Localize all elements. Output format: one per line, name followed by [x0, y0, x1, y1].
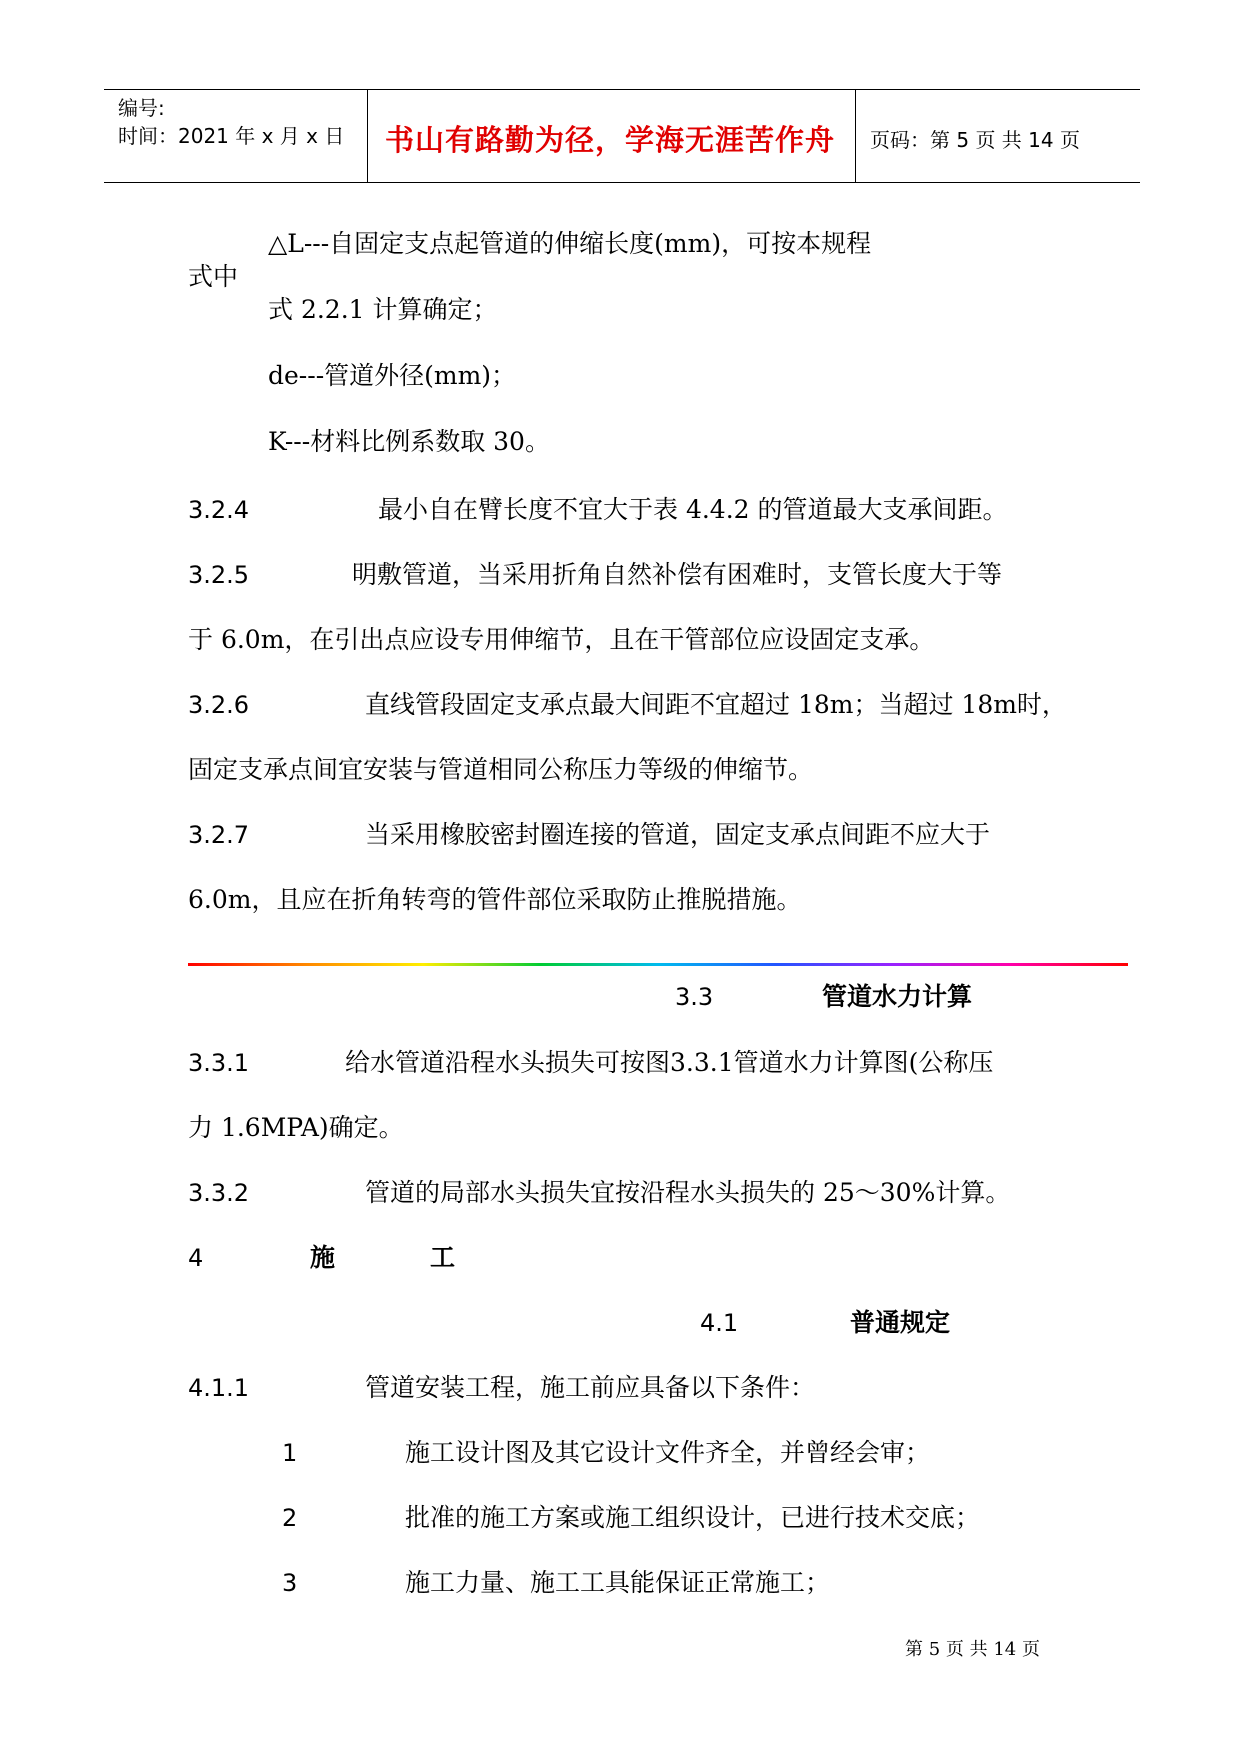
header-meta: [118, 94, 344, 150]
formula-note-de: de---管道外径(mm)；: [268, 361, 517, 390]
header-divider-right: [855, 90, 856, 183]
clause-text-continued: 6.0m，且应在折角转弯的管件部位采取防止推脱措施。: [188, 885, 802, 914]
clause-text-continued: 力 1.6MPA)确定。: [188, 1113, 404, 1142]
header-bottom-rule: [104, 182, 1140, 183]
chapter-title-part: 工: [430, 1243, 456, 1272]
list-item-text: 施工设计图及其它设计文件齐全，并曾经会审；: [405, 1438, 931, 1467]
header-divider-left: [367, 90, 368, 183]
section-title: 管道水力计算: [822, 982, 973, 1011]
clause-text: 明敷管道，当采用折角自然补偿有困难时，支管长度大于等: [352, 560, 1003, 589]
rainbow-divider: [188, 963, 1128, 966]
section-title: 普通规定: [850, 1308, 951, 1337]
header-page-label: 页码：第 5 页 共 14 页: [870, 128, 1080, 152]
header-code-label: 编号:: [118, 96, 165, 120]
list-item-text: 批准的施工方案或施工组织设计，已进行技术交底；: [405, 1503, 981, 1532]
clause-number: 3.2.7: [188, 821, 250, 849]
clause-number: 3.3.1: [188, 1049, 250, 1077]
clause-text: 当采用橡胶密封圈连接的管道，固定支承点间距不应大于: [365, 820, 991, 849]
page-footer: 第 5 页 共 14 页: [905, 1639, 1040, 1660]
list-item-number: 3: [282, 1569, 298, 1597]
formula-note-dl-1: △L---自固定支点起管道的伸缩长度(mm)，可按本规程: [268, 229, 872, 258]
formula-note-dl-2: 式 2.2.1 计算确定；: [268, 295, 498, 324]
header-top-rule: [104, 89, 1140, 90]
clause-text-continued: 于 6.0m，在引出点应设专用伸缩节，且在干管部位应设固定支承。: [188, 625, 935, 654]
clause-number: 3.2.5: [188, 561, 250, 589]
formula-prefix: 式中: [188, 262, 239, 291]
clause-text: 管道的局部水头损失宜按沿程水头损失的 25～30%计算。: [365, 1178, 1011, 1207]
section-number: 4.1: [700, 1309, 739, 1337]
clause-number: 4.1.1: [188, 1374, 250, 1402]
list-item-number: 2: [282, 1504, 298, 1532]
section-number: 3.3: [675, 983, 714, 1011]
clause-number: 3.3.2: [188, 1179, 250, 1207]
formula-note-k: K---材料比例系数取 30。: [268, 427, 550, 456]
clause-text: 直线管段固定支承点最大间距不宜超过 18m；当超过 18m时，: [365, 690, 1067, 719]
clause-text: 最小自在臂长度不宜大于表 4.4.2 的管道最大支承间距。: [378, 495, 1008, 524]
clause-text-continued: 固定支承点间宜安装与管道相同公称压力等级的伸缩节。: [188, 755, 814, 784]
chapter-number: 4: [188, 1244, 204, 1272]
header-motto: 书山有路勤为径，学海无涯苦作舟: [384, 123, 835, 157]
clause-text: 管道安装工程，施工前应具备以下条件：: [365, 1373, 816, 1402]
clause-number: 3.2.4: [188, 496, 250, 524]
chapter-title-part: 施: [310, 1243, 336, 1272]
list-item-text: 施工力量、施工工具能保证正常施工；: [405, 1568, 831, 1597]
list-item-number: 1: [282, 1439, 298, 1467]
clause-text: 给水管道沿程水头损失可按图3.3.1管道水力计算图(公称压: [345, 1048, 994, 1077]
clause-number: 3.2.6: [188, 691, 250, 719]
header-time-label: 时间：2021 年 x 月 x 日: [118, 124, 345, 148]
